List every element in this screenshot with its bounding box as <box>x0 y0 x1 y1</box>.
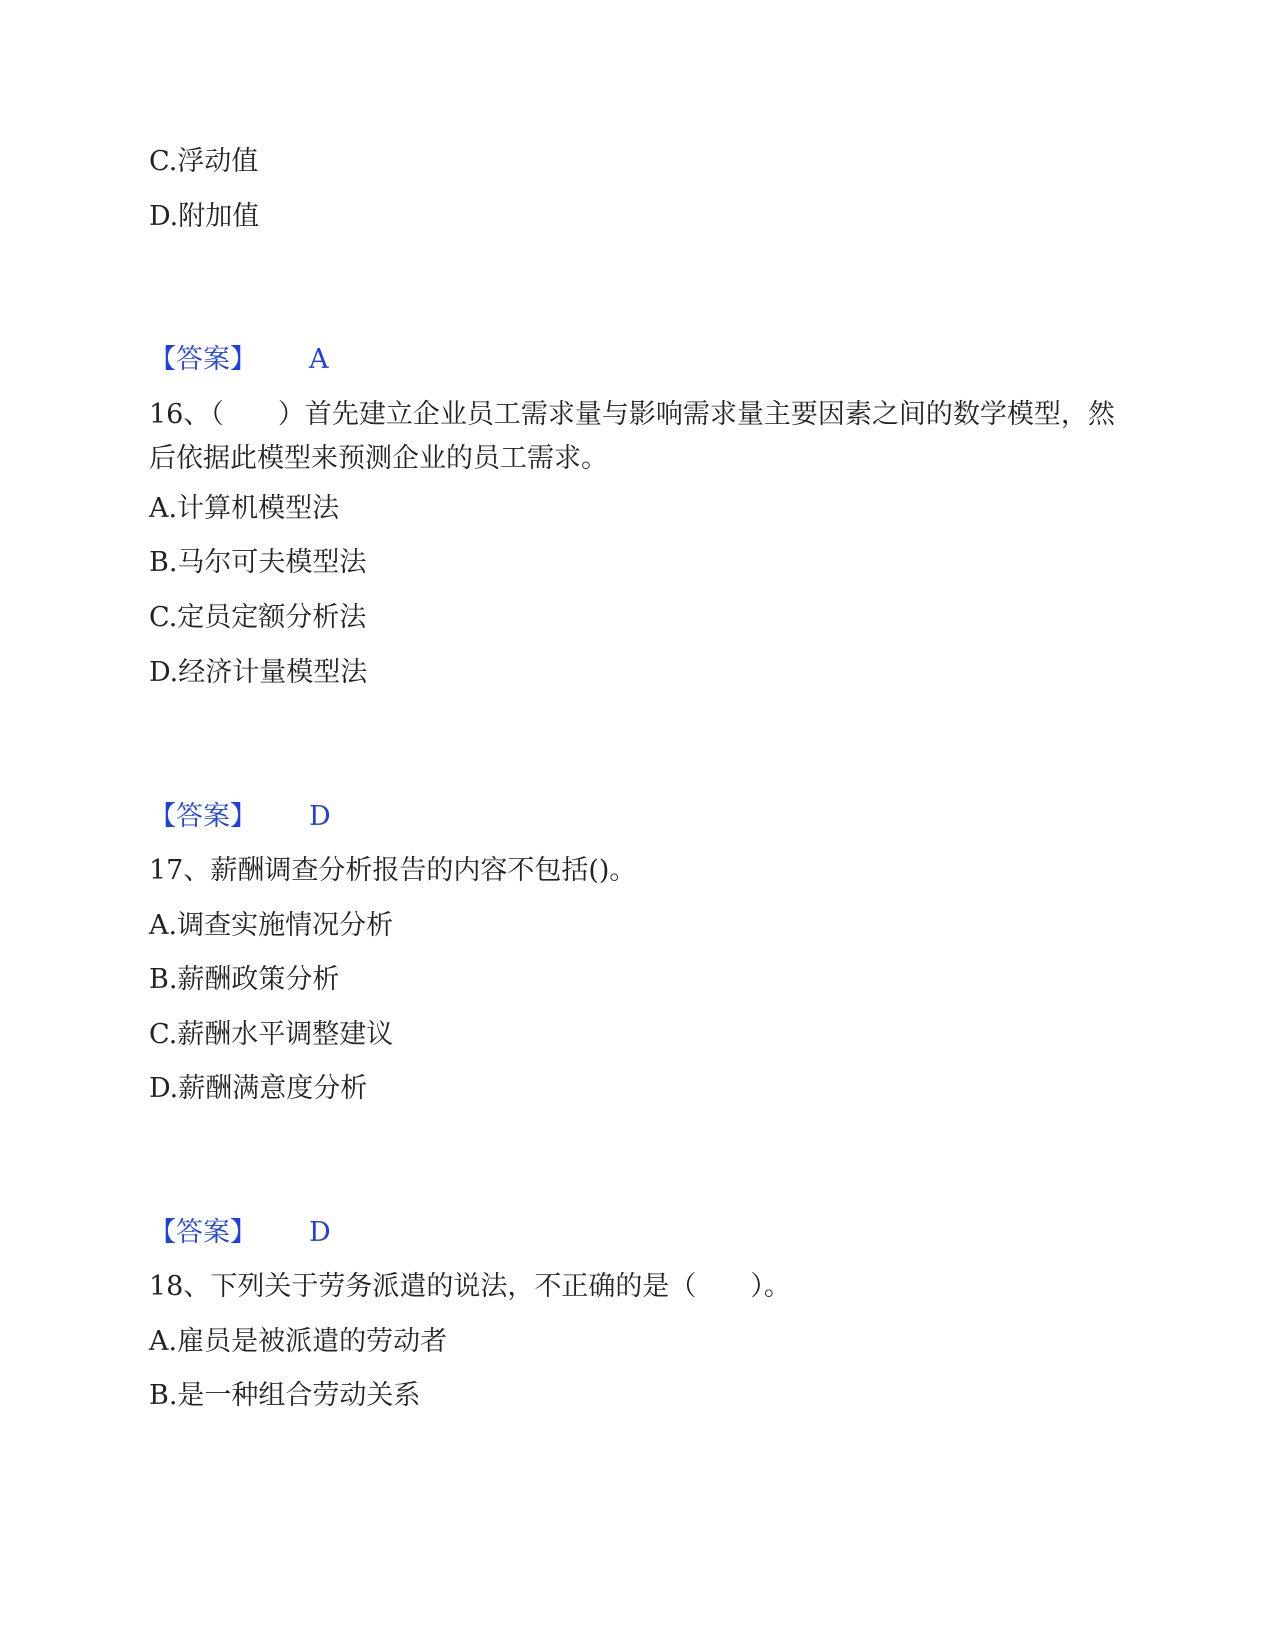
question-17-stem: 17、薪酬调查分析报告的内容不包括()。 <box>149 855 637 886</box>
option-d: D.附加值 <box>149 201 260 232</box>
answer-value: A <box>309 344 329 375</box>
q16-option-b: B.马尔可夫模型法 <box>149 547 367 578</box>
q18-option-b: B.是一种组合劳动关系 <box>149 1380 421 1411</box>
answer-label: 【答案】 <box>149 1217 257 1248</box>
option-c: C.浮动值 <box>149 146 259 177</box>
answer-row <box>149 345 329 375</box>
q16-option-d: D.经济计量模型法 <box>149 657 368 688</box>
q16-option-c: C.定员定额分析法 <box>149 602 367 633</box>
answer-value: D <box>309 801 331 832</box>
q17-option-b: B.薪酬政策分析 <box>149 964 340 995</box>
q18-option-a: A.雇员是被派遣的劳动者 <box>149 1326 448 1357</box>
answer-value: D <box>309 1217 331 1248</box>
answer-label: 【答案】 <box>149 801 257 832</box>
q17-answer-row <box>149 1218 331 1248</box>
q17-option-d: D.薪酬满意度分析 <box>149 1073 368 1104</box>
q17-option-a: A.调查实施情况分析 <box>149 910 394 941</box>
answer-label: 【答案】 <box>149 344 257 375</box>
question-16-stem: 16、（ ）首先建立企业员工需求量与影响需求量主要因素之间的数学模型，然后依据此模型来预测企业的员工需求。 <box>149 399 1115 474</box>
q16-answer-row <box>149 802 331 832</box>
q17-option-c: C.薪酬水平调整建议 <box>149 1019 394 1050</box>
q16-option-a: A.计算机模型法 <box>149 493 340 524</box>
question-18-stem: 18、下列关于劳务派遣的说法，不正确的是（ ）。 <box>149 1271 791 1302</box>
